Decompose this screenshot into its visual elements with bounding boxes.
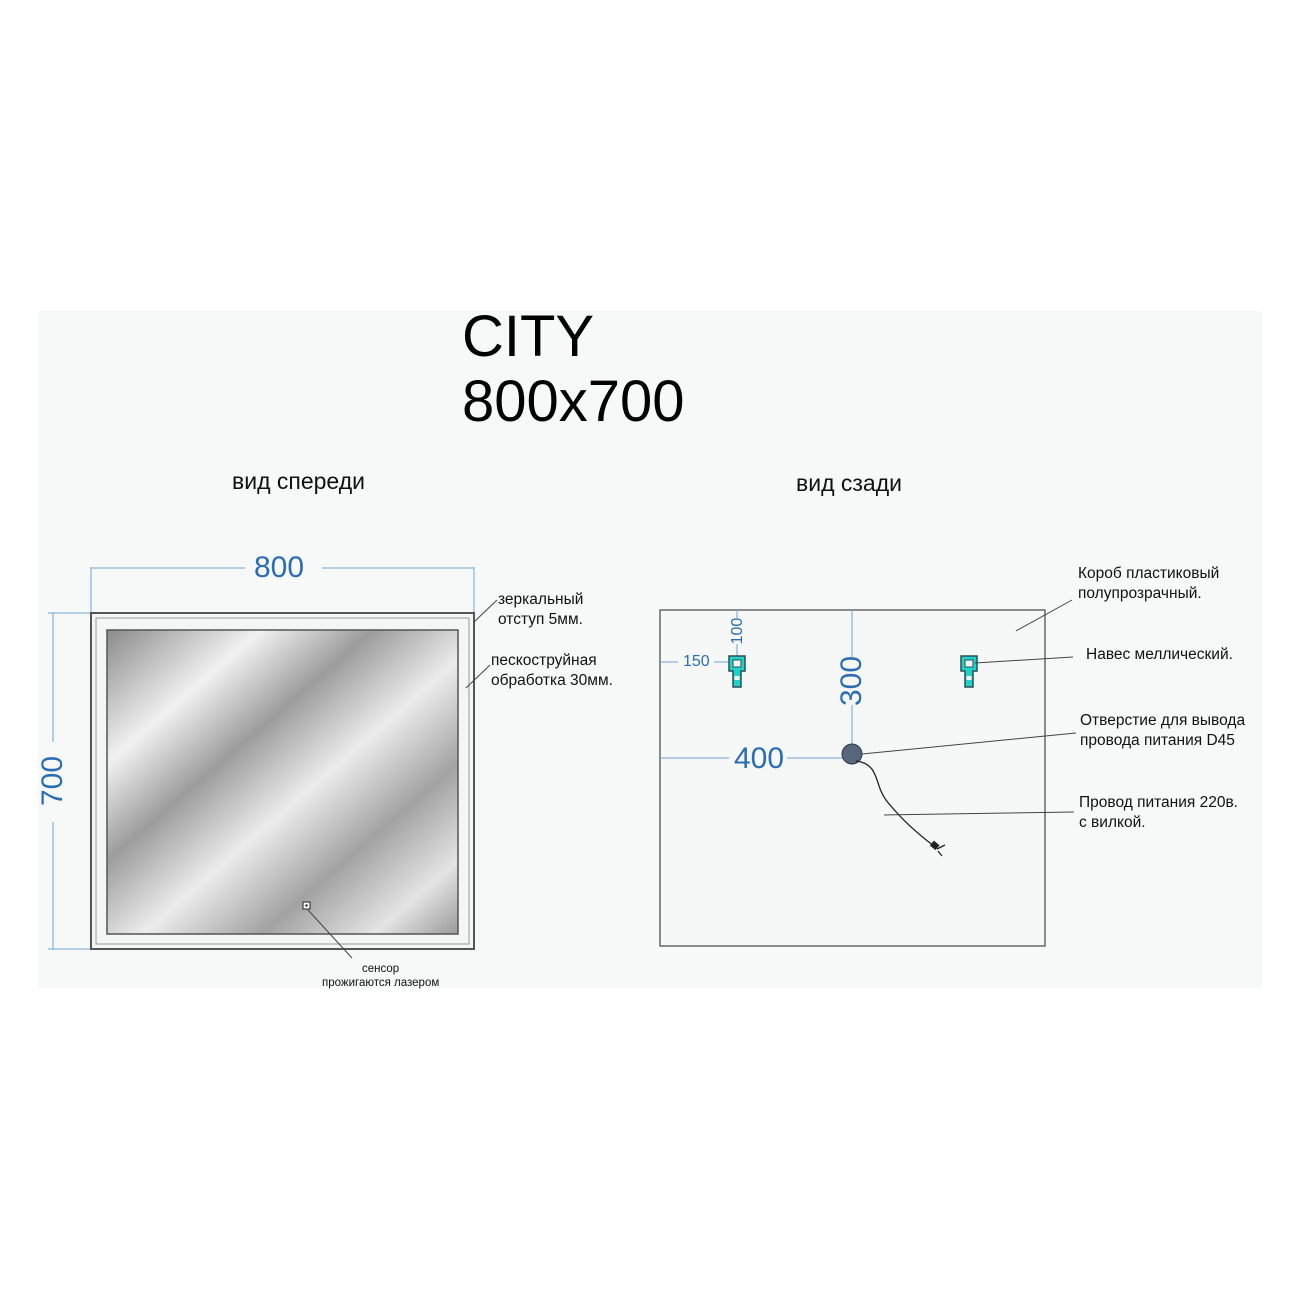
- back-view: [660, 600, 1076, 946]
- sandblast-note: пескоструйная обработка 30мм.: [491, 652, 613, 689]
- hanger-offset-y-dimension: 100: [729, 617, 746, 645]
- front-view-label: вид спереди: [232, 468, 365, 494]
- mirror-surface: [107, 630, 458, 934]
- front-view: [48, 567, 497, 958]
- hanger-offset-x-dimension: 150: [683, 653, 710, 670]
- power-cable-note: Провод питания 220в. с вилкой.: [1079, 794, 1238, 831]
- front-height-dimension: 700: [36, 755, 69, 806]
- mirror-offset-note: зеркальный отступ 5мм.: [498, 591, 584, 628]
- front-width-dimension: 800: [254, 551, 305, 584]
- hanger-note: Навес меллический.: [1086, 646, 1233, 663]
- hole-offset-y-dimension: 300: [835, 655, 868, 707]
- back-view-label: вид сзади: [796, 470, 902, 496]
- plastic-box-note: Короб пластиковый полупрозрачный.: [1078, 565, 1220, 602]
- model-title: CITY: [462, 304, 595, 369]
- model-size-title: 800x700: [462, 369, 685, 434]
- cable-hole-note: Отверстие для вывода провода питания D45: [1080, 712, 1246, 749]
- sensor-note: сенсор прожигаются лазером: [322, 963, 440, 989]
- hole-offset-x-dimension: 400: [734, 742, 785, 775]
